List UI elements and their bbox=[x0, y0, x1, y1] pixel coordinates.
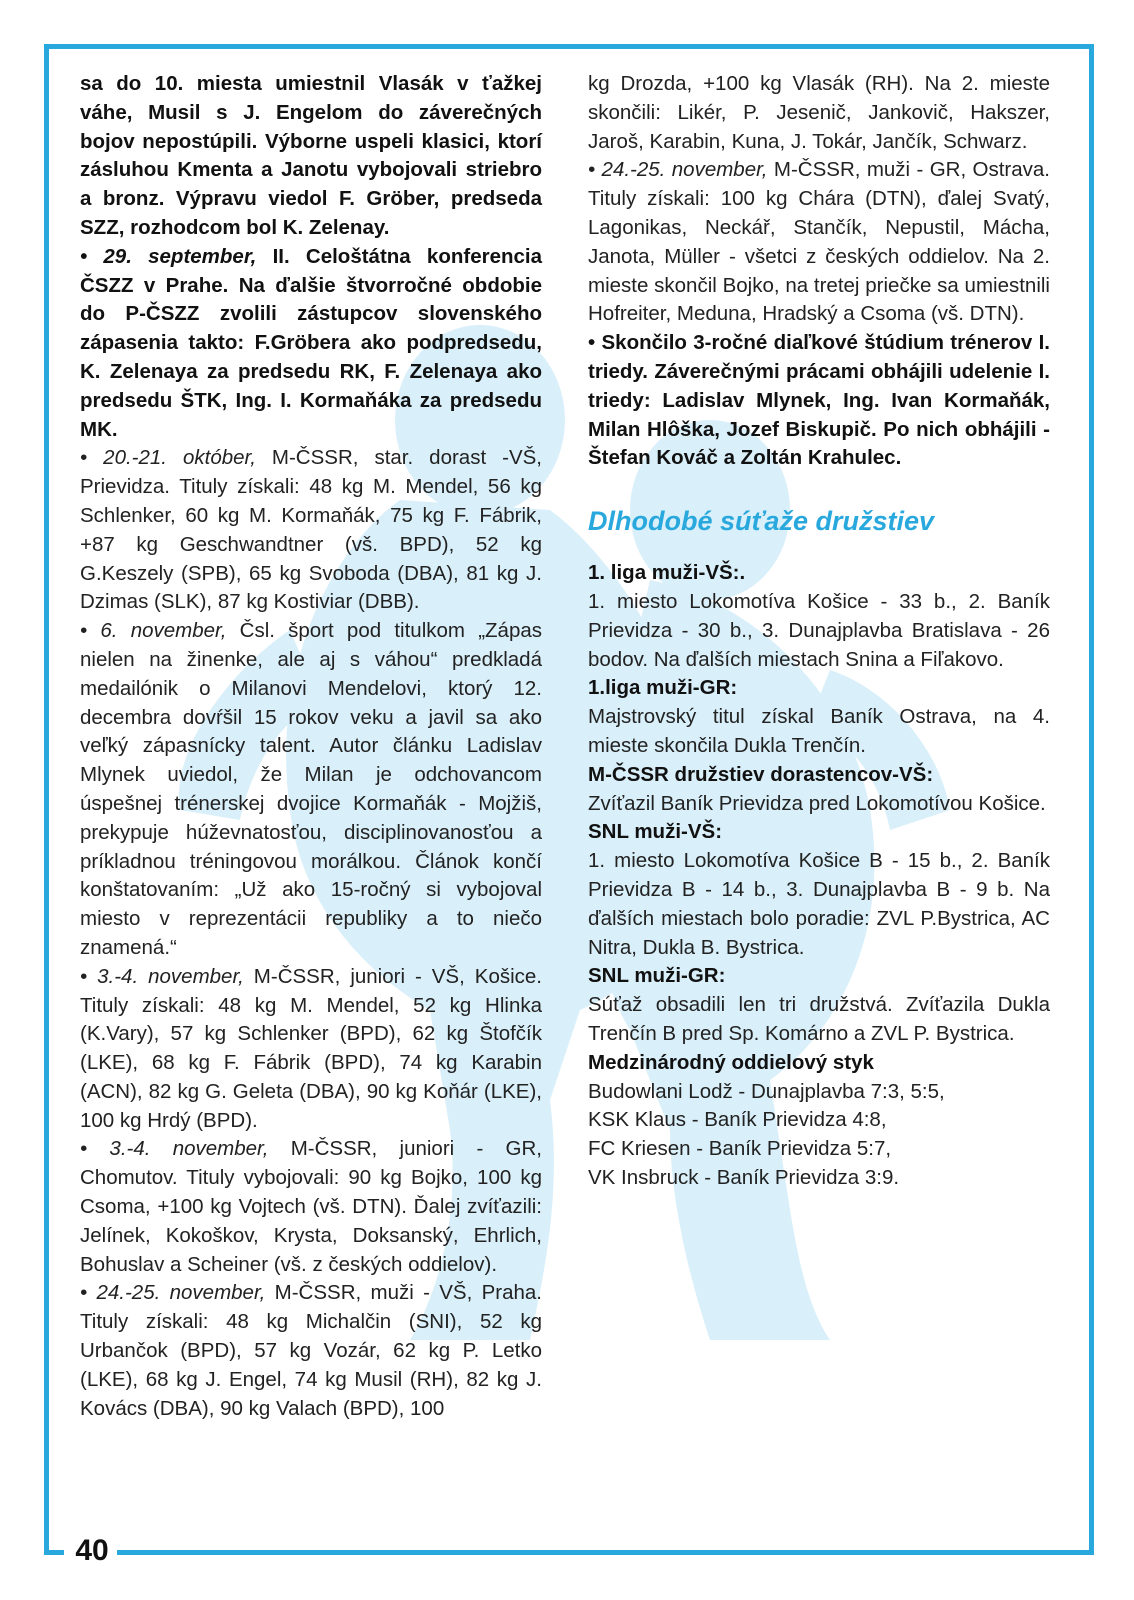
result-line: KSK Klaus - Baník Prievidza 4:8, bbox=[588, 1108, 887, 1132]
date-label: • 24.-25. november, bbox=[588, 158, 768, 182]
page-number: 40 bbox=[68, 1531, 116, 1571]
frame-bottom-left bbox=[44, 1550, 64, 1555]
subsection-title: SNL muži-GR: bbox=[588, 964, 726, 988]
subsection-text: Súťaž obsadili len tri družstvá. Zvíťazila Dukla Trenčín B pred Sp. Komárno a ZVL P. Bystrica. bbox=[588, 993, 1050, 1045]
paragraph-text: M-ČSSR, juniori - VŠ, Košice. Tituly získali: 48 kg M. Mendel, 52 kg Hlinka (K.Vary), 57 kg Schlenker (BPD), 62 kg Štofčík (LKE), 68 kg F. Fábrik (BPD), 74 kg Karabin (ACN), 82 kg G. Geleta (DBA), 90 kg Koňár (LKE), 100 kg Hrdý (BPD). bbox=[80, 964, 542, 1132]
subsection-title: Medzinárodný oddielový styk bbox=[588, 1050, 874, 1074]
subsection-title: M-ČSSR družstiev dorastencov-VŠ: bbox=[588, 762, 934, 786]
result-line: VK Insbruck - Baník Prievidza 3:9. bbox=[588, 1165, 900, 1189]
subsection-text: 1. miesto Lokomotíva Košice - 33 b., 2. Baník Prievidza - 30 b., 3. Dunajplavba Bratislava - 26 bodov. Na ďalších miestach Snina a Fiľakovo. bbox=[588, 589, 1050, 671]
subsection-title: 1.liga muži-GR: bbox=[588, 676, 738, 700]
date-label: • 6. november, bbox=[80, 619, 227, 643]
date-label: • 24.-25. november, bbox=[80, 1281, 266, 1305]
subsection-text: 1. miesto Lokomotíva Košice B - 15 b., 2. Baník Prievidza B - 14 b., 3. Dunajplavba B - 9 b. Na ďalších miestach bolo poradie: ZVL P.Bystrica, AC Nitra, Dukla B. Bystrica. bbox=[588, 849, 1050, 959]
frame-bottom bbox=[117, 1550, 1094, 1555]
subsection-title: 1. liga muži-VŠ:. bbox=[588, 561, 746, 585]
paragraph-junior-championship bbox=[80, 444, 542, 617]
subsection-title: SNL muži-VŠ: bbox=[588, 820, 723, 844]
paragraph-men-gr bbox=[588, 156, 1050, 329]
paragraph-text: II. Celoštátna konferencia ČSZZ v Prahe. Na ďalšie štvorročné obdobie do P-ČSZZ zvolili zástupcov slovenského zápasenia takto: F.Gröbera ako podpredsedu, K. Zelenaya za predsedu RK, F. Zelenaya ako predsedu ŠTK, Ing. I. Kormaňáka za predsedu MK. bbox=[80, 244, 542, 441]
paragraph-men-vs bbox=[80, 1279, 542, 1423]
right-column bbox=[588, 70, 1050, 1193]
paragraph-coach-study: • Skončilo 3-ročné diaľkové štúdium trénerov I. triedy. Záverečnými prácami obhájili udelenie I. triedy: Ladislav Mlynek, Ing. Ivan Kormaňák, Milan Hlôška, Jozef Biskupič. Po nich obhájili - Štefan Kováč a Zoltán Krahulec. bbox=[588, 331, 1050, 470]
paragraph-juniors-vs bbox=[80, 963, 542, 1136]
result-line: FC Kriesen - Baník Prievidza 5:7, bbox=[588, 1137, 892, 1161]
left-column bbox=[80, 70, 542, 1423]
paragraph-text: M-ČSSR, star. dorast -VŠ, Prievidza. Tituly získali: 48 kg M. Mendel, 56 kg Schlenker, 60 kg M. Kormaňák, 75 kg F. Fábrik, +87 kg Geschwandtner (vš. BPD), 52 kg G.Keszely (SPB), 65 kg Svoboda (DBA), 81 kg J. Dzimas (SLK), 87 kg Kostiviar (DBB). bbox=[80, 446, 542, 614]
date-label: • 3.-4. november, bbox=[80, 1137, 269, 1161]
paragraph-medallion bbox=[80, 617, 542, 963]
paragraph-text: M-ČSSR, muži - VŠ, Praha. Tituly získali: 48 kg Michalčin (SNI), 52 kg Urbančok (BPD), 57 kg Vozár, 62 kg P. Letko (LKE), 68 kg J. Engel, 74 kg Musil (RH), 82 kg J. Kovács (DBA), 90 kg Valach (BPD), 100 bbox=[80, 1281, 542, 1420]
paragraph-juniors-gr bbox=[80, 1135, 542, 1279]
subsection-text: Majstrovský titul získal Baník Ostrava, na 4. mieste skončila Dukla Trenčín. bbox=[588, 705, 1050, 757]
date-label: • 29. september, bbox=[80, 244, 257, 268]
subsection-text: Zvíťazil Baník Prievidza pred Lokomotívou Košice. bbox=[588, 791, 1046, 815]
date-label: • 3.-4. november, bbox=[80, 964, 244, 988]
paragraph-men-vs-continued: kg Drozda, +100 kg Vlasák (RH). Na 2. mieste skončili: Likér, P. Jesenič, Jankovič, Hakszer, Jaroš, Karabin, Kuna, J. Tokár, Jančík, Schwarz. bbox=[588, 72, 1050, 153]
result-line: Budowlani Lodž - Dunajplavba 7:3, 5:5, bbox=[588, 1079, 945, 1103]
section-title: Dlhodobé súťaže družstiev bbox=[588, 506, 934, 537]
paragraph-text: M-ČSSR, muži - GR, Ostrava. Tituly získali: 100 kg Chára (DTN), ďalej Svatý, Lagonikas, Neckář, Stančík, Nepustil, Mácha, Janota, Müller - všetci z českých oddielov. Na 2. mieste skončil Bojko, na tretej priečke sa umiestnili Hofreiter, Meduna, Hradský a Csoma (vš. DTN). bbox=[588, 158, 1050, 326]
paragraph-olympic-results: sa do 10. miesta umiestnil Vlasák v ťažkej váhe, Musil s J. Engelom do záverečných bojov nepostúpili. Výborne uspeli klasici, ktorí zásluhou Kmenta a Janotu vybojovali striebro a bronz. Výpravu viedol F. Gröber, predseda SZZ, rozhodcom bol K. Zelenay. bbox=[80, 72, 542, 239]
paragraph-text: Čsl. šport pod titulkom „Zápas nielen na žinenke, ale aj s váhou“ predkladá medailónik o Milanovi Mendelovi, ktorý 12. decembra dovŕšil 15 rokov veku a javil sa ako veľký zápasnícky talent. Autor článku Ladislav Mlynek uviedol, že Milan je odchovancom úspešnej trénerskej dvojice Kormaňák - Mojžiš, prekypuje húževnatosťou, disciplinovanosťou a príkladnou tréningovou morálkou. Článok končí konštatovaním: „Už ako 15-ročný si vybojoval miesto v reprezentácii republiky a to niečo znamená.“ bbox=[80, 619, 542, 959]
paragraph-text: M-ČSSR, juniori - GR, Chomutov. Tituly vybojovali: 90 kg Bojko, 100 kg Csoma, +100 kg Vojtech (vš. DTN). Ďalej zvíťazili: Jelínek, Kokoškov, Krysta, Doksanský, Ehrlich, Bohuslav a Scheiner (vš. z českých oddielov). bbox=[80, 1137, 542, 1276]
date-label: • 20.-21. október, bbox=[80, 446, 256, 470]
paragraph-conference bbox=[80, 243, 542, 445]
